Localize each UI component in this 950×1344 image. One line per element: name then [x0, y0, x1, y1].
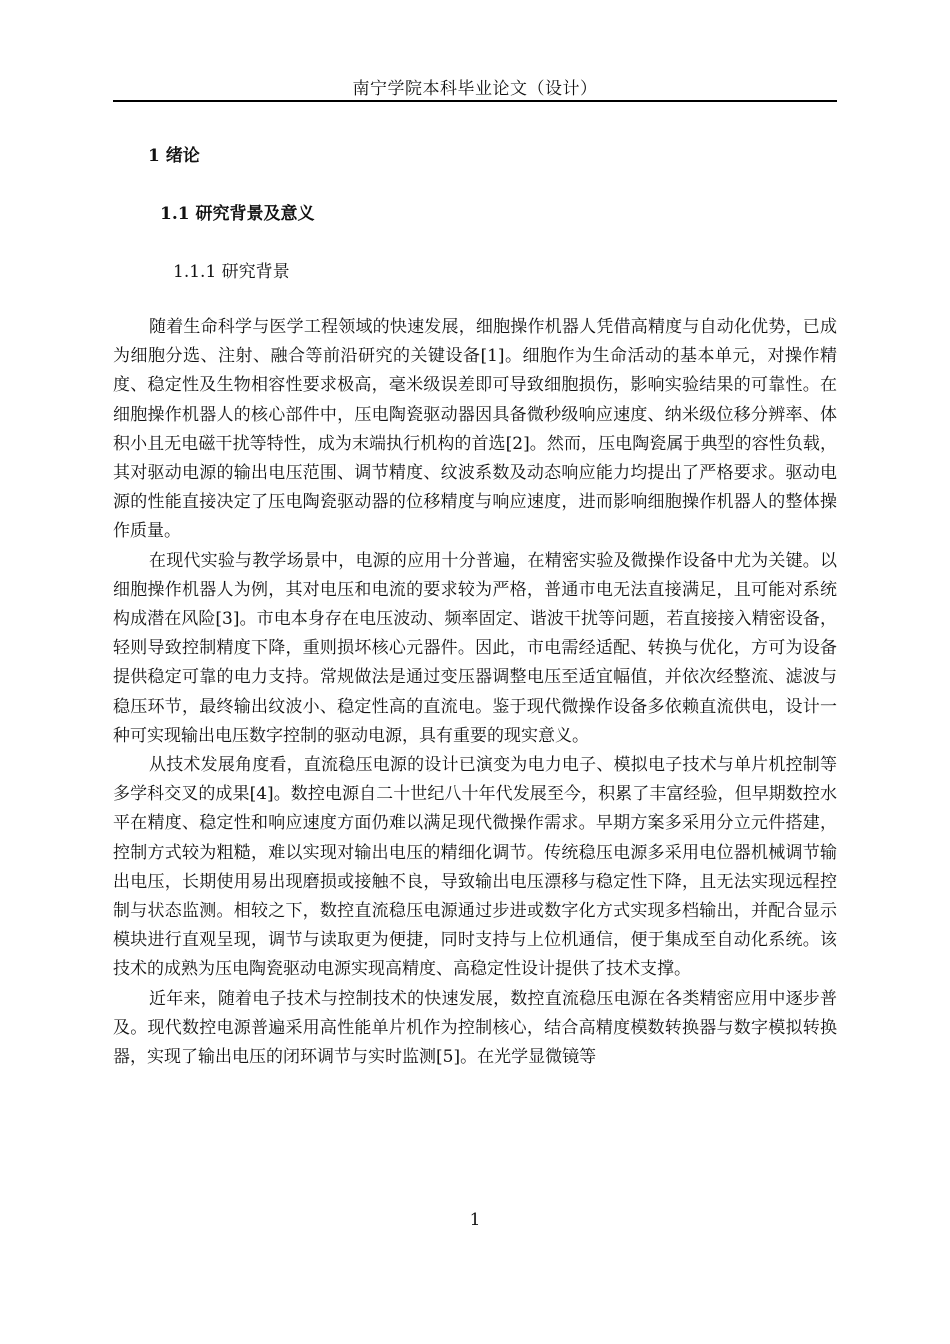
paragraph-1: 随着生命科学与医学工程领域的快速发展，细胞操作机器人凭借高精度与自动化优势，已成为细胞分选、注射、融合等前沿研究的关键设备[1]。细胞作为生命活动的基本单元，对操作精度、稳定性及生物相容性要求极高，毫米级误差即可导致细胞损伤，影响实验结果的可靠性。在细胞操作机器人的核心部件中，压电陶瓷驱动器因具备微秒级响应速度、纳米级位移分辨率、体积小且无电磁干扰等特性，成为末端执行机构的首选[2]。然而，压电陶瓷属于典型的容性负载，其对驱动电源的输出电压范围、调节精度、纹波系数及动态响应能力均提出了严格要求。驱动电源的性能直接决定了压电陶瓷驱动器的位移精度与响应速度，进而影响细胞操作机器人的整体操作质量。 [113, 317, 837, 542]
paragraph-2: 在现代实验与教学场景中，电源的应用十分普遍，在精密实验及微操作设备中尤为关键。以细胞操作机器人为例，其对电压和电流的要求较为严格，普通市电无法直接满足，且可能对系统构成潜在风险[3]。市电本身存在电压波动、频率固定、谐波干扰等问题，若直接接入精密设备，轻则导致控制精度下降，重则损坏核心元器件。因此，市电需经适配、转换与优化，方可为设备提供稳定可靠的电力支持。常规做法是通过变压器调整电压至适宜幅值，并依次经整流、滤波与稳压环节，最终输出纹波小、稳定性高的直流电。鉴于现代微操作设备多依赖直流供电，设计一种可实现输出电压数字控制的驱动电源，具有重要的现实意义。 [113, 550, 837, 746]
page-number: 1 [469, 1210, 481, 1230]
body-text [113, 313, 837, 1072]
paragraph-4: 近年来，随着电子技术与控制技术的快速发展，数控直流稳压电源在各类精密应用中逐步普及。现代数控电源普遍采用高性能单片机作为控制核心，结合高精度模数转换器与数字模拟转换器，实现了输出电压的闭环调节与实时监测[5]。在光学显微镜等 [113, 988, 837, 1068]
paragraph-3: 从技术发展角度看，直流稳压电源的设计已演变为电力电子、模拟电子技术与单片机控制等多学科交叉的成果[4]。数控电源自二十世纪八十年代发展至今，积累了丰富经验，但早期数控水平在精度、稳定性和响应速度方面仍难以满足现代微操作需求。早期方案多采用分立元件搭建，控制方式较为粗糙，难以实现对输出电压的精细化调节。传统稳压电源多采用电位器机械调节输出电压，长期使用易出现磨损或接触不良，导致输出电压漂移与稳定性下降，且无法实现远程控制与状态监测。相较之下，数控直流稳压电源通过步进或数字化方式实现多档输出，并配合显示模块进行直观呈现，调节与读取更为便捷，同时支持与上位机通信，便于集成至自动化系统。该技术的成熟为压电陶瓷驱动电源实现高精度、高稳定性设计提供了技术支撑。 [113, 755, 837, 980]
chapter-heading: 1 绪论 [148, 146, 200, 166]
subsection-heading: 1.1.1 研究背景 [173, 262, 290, 282]
section-heading: 1.1 研究背景及意义 [160, 204, 315, 224]
page-header-title: 南宁学院本科毕业论文（设计） [352, 79, 598, 99]
header-divider [113, 100, 837, 102]
